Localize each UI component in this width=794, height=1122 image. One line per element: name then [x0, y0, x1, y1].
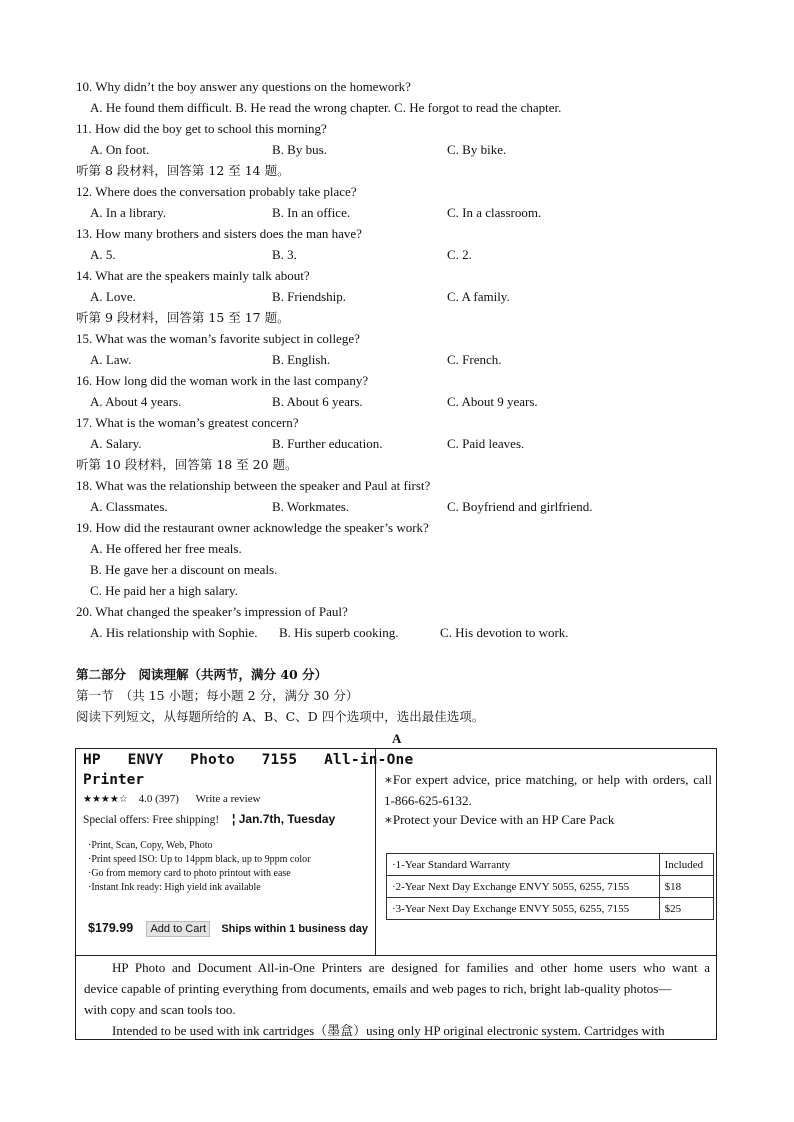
q17-option-c: C. Paid leaves.: [447, 436, 525, 451]
reading-instruction: 阅读下列短文，从每题所给的 A、B、C、D 四个选项中，选出最佳选项。: [76, 709, 485, 724]
warranty-table: [386, 853, 714, 920]
passage-line: Intended to be used with ink cartridges（墨盒）using only HP original electronic system. Cartridges with: [112, 1023, 665, 1038]
question-13: 13. How many brothers and sisters does the man have?: [76, 226, 362, 241]
feature-item: ·Print, Scan, Copy, Web, Photo: [88, 840, 213, 851]
q18-option-a: A. Classmates.: [90, 499, 168, 514]
warranty-price: $18: [659, 876, 713, 898]
q15-option-a: A. Law.: [90, 352, 132, 367]
passage-line: with copy and scan tools too.: [84, 1002, 236, 1017]
section-10-instruction: 听第 10 段材料，回答第 18 至 20 题。: [76, 457, 298, 472]
feature-item: ·Go from memory card to photo printout with ease: [88, 868, 291, 879]
q20-option-a: A. His relationship with Sophie.: [90, 625, 258, 640]
rating-value: 4.0 (397): [138, 793, 179, 805]
question-16: 16. How long did the woman work in the last company?: [76, 373, 369, 388]
warranty-plan: ·3-Year Next Day Exchange ENVY 5055, 6255, 7155: [387, 898, 660, 920]
question-12: 12. Where does the conversation probably take place?: [76, 184, 357, 199]
special-offers: Special offers: Free shipping!: [83, 814, 220, 826]
question-17: 17. What is the woman’s greatest concern?: [76, 415, 299, 430]
question-15: 15. What was the woman’s favorite subject in college?: [76, 331, 360, 346]
q18-option-c: C. Boyfriend and girlfriend.: [447, 499, 593, 514]
feature-item: ·Print speed ISO: Up to 14ppm black, up to 9ppm color: [88, 854, 311, 865]
q14-option-c: C. A family.: [447, 289, 510, 304]
product-title-line2: Printer: [83, 772, 145, 788]
passage-line: HP Photo and Document All-in-One Printers are designed for families and other home users who want a: [112, 960, 710, 975]
q14-option-b: B. Friendship.: [272, 289, 347, 304]
q11-option-a: A. On foot.: [90, 142, 150, 157]
q18-option-b: B. Workmates.: [272, 499, 350, 514]
warranty-price: Included: [659, 854, 713, 876]
q12-option-c: C. In a classroom.: [447, 205, 542, 220]
warranty-plan: ·1-Year Standard Warranty: [387, 854, 660, 876]
q16-option-b: B. About 6 years.: [272, 394, 363, 409]
q20-option-b: B. His superb cooking.: [279, 625, 399, 640]
product-title: HP ENVY Photo 7155 All-in-One: [83, 752, 414, 768]
question-10: 10. Why didn’t the boy answer any questions on the homework?: [76, 79, 411, 94]
q19-option-a: A. He offered her free meals.: [90, 541, 242, 556]
section-8-instruction: 听第 8 段材料，回答第 12 至 14 题。: [76, 163, 290, 178]
table-row: [387, 876, 714, 898]
q17-option-b: B. Further education.: [272, 436, 383, 451]
q12-option-a: A. In a library.: [90, 205, 167, 220]
product-listing: [76, 749, 414, 955]
part2-title: 第二部分 阅读理解（共两节，满分 40 分）: [76, 667, 328, 682]
purchase-row: [88, 920, 368, 937]
q11-option-b: B. By bus.: [272, 142, 327, 157]
q15-option-b: B. English.: [272, 352, 331, 367]
q19-option-b: B. He gave her a discount on meals.: [90, 562, 278, 577]
care-pack-panel: [376, 749, 716, 955]
q13-option-c: C. 2.: [447, 247, 472, 262]
q19-option-c: C. He paid her a high salary.: [90, 583, 238, 598]
rating-stars-icon: ★★★★☆: [83, 794, 128, 805]
q17-option-a: A. Salary.: [90, 436, 142, 451]
q16-option-a: A. About 4 years.: [90, 394, 182, 409]
q15-option-c: C. French.: [447, 352, 502, 367]
shipping-info: Ships within 1 business day: [221, 923, 369, 935]
table-divider: [76, 955, 716, 956]
delivery-date: ¦ Jan.7th, Tuesday: [232, 812, 336, 826]
offers-row: [83, 812, 335, 826]
price: $179.99: [88, 921, 134, 935]
question-19: 19. How did the restaurant owner acknowledge the speaker’s work?: [76, 520, 429, 535]
section1-title: 第一节 （共 15 小题；每小题 2 分，满分 30 分）: [76, 688, 359, 703]
passage-body: [84, 957, 710, 1041]
passage-label: A: [392, 731, 402, 746]
question-10-options: A. He found them difficult. B. He read the wrong chapter. C. He forgot to read the chapter.: [90, 100, 562, 115]
table-row: [387, 898, 714, 920]
q11-option-c: C. By bike.: [447, 142, 507, 157]
question-18: 18. What was the relationship between the speaker and Paul at first?: [76, 478, 431, 493]
feature-list: [88, 839, 310, 895]
care-pack-note: ∗Protect your Device with an HP Care Pack: [384, 812, 615, 827]
question-14: 14. What are the speakers mainly talk about?: [76, 268, 310, 283]
q20-option-c: C. His devotion to work.: [440, 625, 569, 640]
warranty-price: $25: [659, 898, 713, 920]
write-review-link[interactable]: Write a review: [195, 793, 261, 805]
q13-option-a: A. 5.: [90, 247, 116, 262]
table-row: [387, 854, 714, 876]
product-ad-table: [75, 748, 717, 1040]
q16-option-c: C. About 9 years.: [447, 394, 538, 409]
expert-advice: ∗For expert advice, price matching, or help with orders, call 1-866-625-6132.: [384, 772, 712, 808]
q14-option-a: A. Love.: [90, 289, 136, 304]
warranty-plan: ·2-Year Next Day Exchange ENVY 5055, 6255, 7155: [387, 876, 660, 898]
question-20: 20. What changed the speaker’s impression of Paul?: [76, 604, 348, 619]
passage-line: device capable of printing everything from documents, emails and web pages to rich, bright lab-quality photos—: [84, 981, 672, 996]
q13-option-b: B. 3.: [272, 247, 297, 262]
question-11: 11. How did the boy get to school this morning?: [76, 121, 327, 136]
feature-item: ·Instant Ink ready: High yield ink available: [88, 882, 261, 893]
rating-row: [83, 793, 261, 805]
q12-option-b: B. In an office.: [272, 205, 351, 220]
add-to-cart-button[interactable]: Add to Cart: [146, 921, 210, 937]
section-9-instruction: 听第 9 段材料，回答第 15 至 17 题。: [76, 310, 290, 325]
